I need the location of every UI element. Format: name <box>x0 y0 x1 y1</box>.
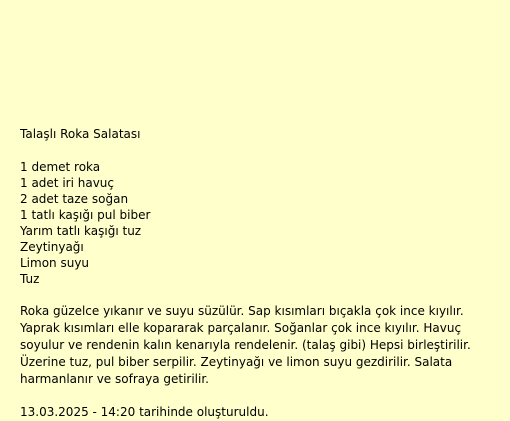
ingredient-item: 1 demet roka <box>20 160 101 174</box>
ingredient-list <box>20 159 505 287</box>
ingredient-item: Yarım tatlı kaşığı tuz <box>20 224 142 238</box>
recipe-note <box>20 126 505 420</box>
ingredient-item: Limon suyu <box>20 256 90 270</box>
ingredient-item: Tuz <box>20 272 40 286</box>
recipe-title: Talaşlı Roka Salatası <box>20 127 141 141</box>
ingredient-item: 1 adet iri havuç <box>20 176 115 190</box>
recipe-instructions: Roka güzelce yıkanır ve suyu süzülür. Sap kısımları bıçakla çok ince kıyılır. Yaprak kısımları elle kopararak parçalanır. Soğanlar çok ince kıyılır. Havuç soyulur ve rendenin kalın kenarıyla rendelenir. (talaş gibi) Hepsi birleştirilir. Üzerine tuz, pul biber serpilir. Zeytinyağı ve limon suyu gezdirilir. Salata harmanlanır ve sofraya getirilir. <box>20 304 471 386</box>
ingredient-item: 1 tatlı kaşığı pul biber <box>20 208 151 222</box>
ingredient-item: 2 adet taze soğan <box>20 192 129 206</box>
created-timestamp: 13.03.2025 - 14:20 tarihinde oluşturuldu. <box>20 405 269 419</box>
ingredient-item: Zeytinyağı <box>20 240 84 254</box>
